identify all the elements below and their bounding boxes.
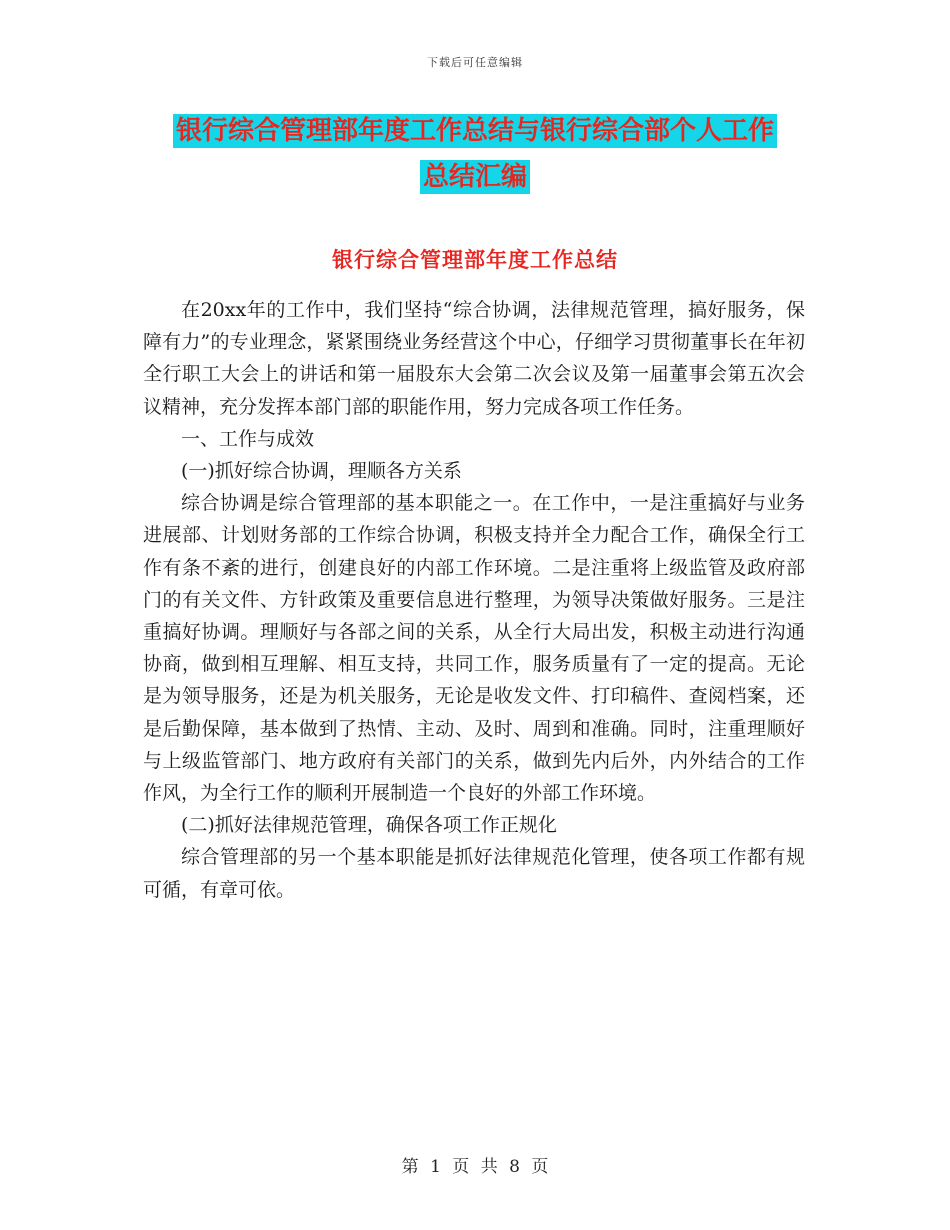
paragraph-coordination: 综合协调是综合管理部的基本职能之一。在工作中，一是注重搞好与业务进展部、计划财务部的工作综合协调，积极支持并全力配合工作，确保全行工作有条不紊的进行，创建良好的内部工作环境。二是注重将上级监管及政府部门的有关文件、方针政策及重要信息进行整理，为领导决策做好服务。三是注重搞好协调。理顺好与各部之间的关系，从全行大局出发，积极主动进行沟通协商，做到相互理解、相互支持，共同工作，服务质量有了一定的提高。无论是为领导服务，还是为机关服务，无论是收发文件、打印稿件、查阅档案，还是后勤保障，基本做到了热情、主动、及时、周到和准确。同时，注重理顺好与上级监管部门、地方政府有关部门的关系，做到先内后外，内外结合的工作作风，为全行工作的顺利开展制造一个良好的外部工作环境。: [143, 492, 805, 805]
header-note: 下载后可任意编辑: [427, 56, 523, 69]
title-line-2: 总结汇编: [420, 160, 530, 194]
paragraph-intro: 在20xx年的工作中，我们坚持“综合协调，法律规范管理，搞好服务，保障有力”的专业理念，紧紧围绕业务经营这个中心，仔细学习贯彻董事长在年初全行职工大会上的讲话和第一届股东大会第二次会议及第一届董事会第五次会议精神，充分发挥本部门部的职能作用，努力完成各项工作任务。: [143, 299, 805, 418]
subheading-coordination: (一)抓好综合协调，理顺各方关系: [181, 460, 462, 483]
document-body: [143, 294, 805, 906]
document-title: [140, 108, 810, 200]
subheading-legal-management: (二)抓好法律规范管理，确保各项工作正规化: [181, 814, 557, 837]
section-title: 银行综合管理部年度工作总结: [332, 248, 618, 272]
page-footer: 第 1 页 共 8 页: [401, 1157, 549, 1177]
paragraph-legal-management: 综合管理部的另一个基本职能是抓好法律规范化管理，使各项工作都有规可循，有章可依。: [143, 846, 805, 901]
heading-work-results: 一、工作与成效: [181, 427, 315, 450]
title-line-1: 银行综合管理部年度工作总结与银行综合部个人工作: [173, 114, 777, 148]
